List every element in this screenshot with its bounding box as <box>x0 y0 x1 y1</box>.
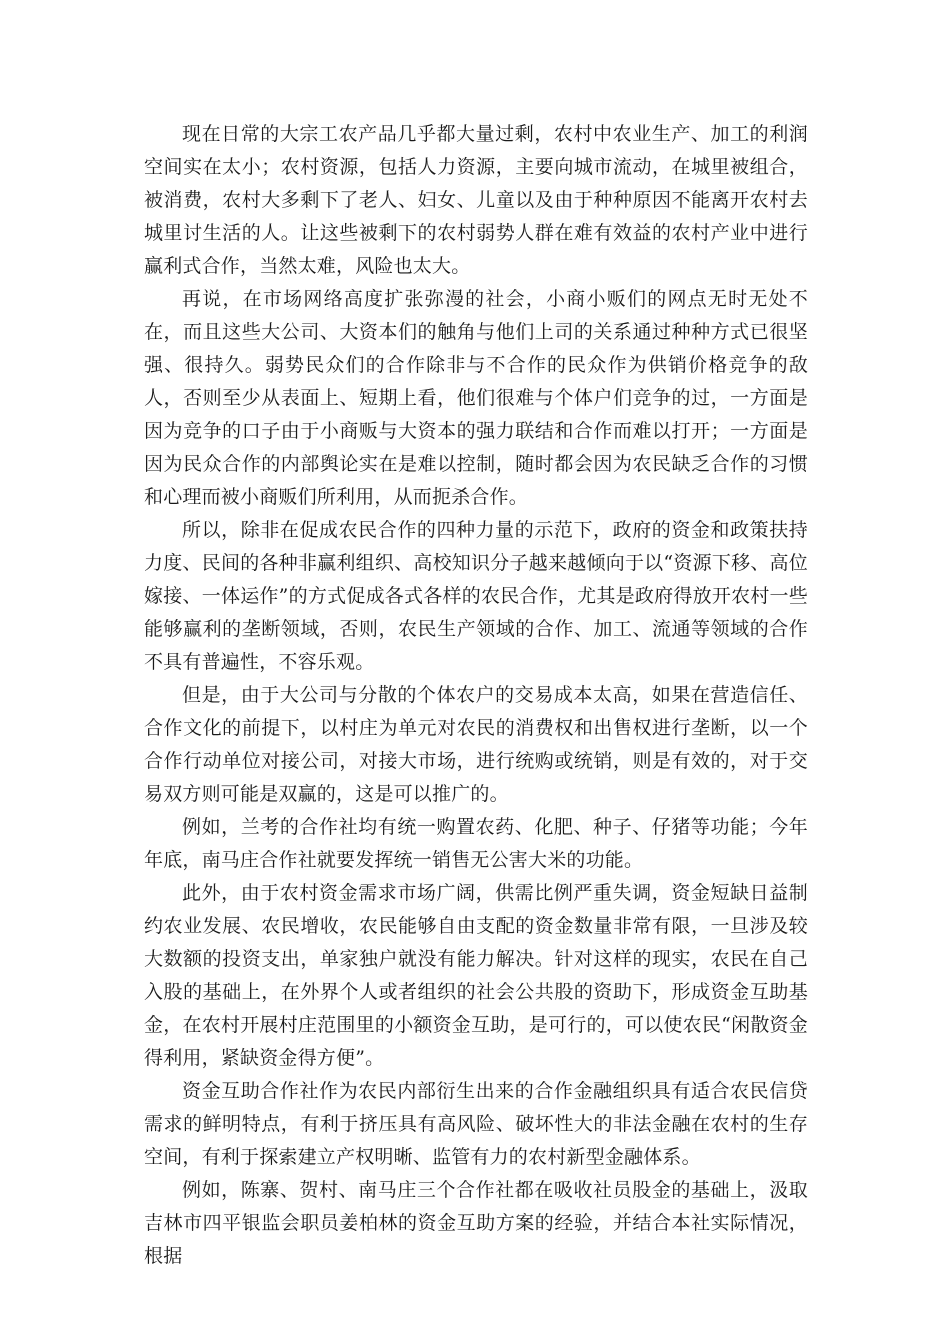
paragraph-1: 现在日常的大宗工农产品几乎都大量过剩，农村中农业生产、加工的利润空间实在太小；农村资源，包括人力资源，主要向城市流动，在城里被组合，被消费，农村大多剩下了老人、妇女、儿童以及由于种种原因不能离开农村去城里讨生活的人。让这些被剩下的农村弱势人群在难有效益的农村产业中进行赢利式合作，当然太难，风险也太大。 <box>144 123 808 277</box>
paragraph-2: 再说，在市场网络高度扩张弥漫的社会，小商小贩们的网点无时无处不在，而且这些大公司、大资本们的触角与他们上司的关系通过种种方式已很坚强、很持久。弱势民众们的合作除非与不合作的民众作为供销价格竞争的敌人，否则至少从表面上、短期上看，他们很难与个体户们竞争的过，一方面是因为竞争的口子由于小商贩与大资本的强力联结和合作而难以打开；一方面是因为民众合作的内部舆论实在是难以控制，随时都会因为农民缺乏合作的习惯和心理而被小商贩们所利用，从而扼杀合作。 <box>144 288 808 508</box>
paragraph-5: 例如，兰考的合作社均有统一购置农药、化肥、种子、仔猪等功能；今年年底，南马庄合作社就要发挥统一销售无公害大米的功能。 <box>144 816 808 871</box>
paragraph-8: 例如，陈寨、贺村、南马庄三个合作社都在吸收社员股金的基础上，汲取吉林市四平银监会职员姜柏林的资金互助方案的经验，并结合本社实际情况，根据 <box>144 1179 808 1267</box>
paragraph-3: 所以，除非在促成农民合作的四种力量的示范下，政府的资金和政策扶持力度、民间的各种非赢利组织、高校知识分子越来越倾向于以“资源下移、高位嫁接、一体运作”的方式促成各式各样的农民合作，尤其是政府得放开农村一些能够赢利的垄断领域，否则，农民生产领域的合作、加工、流通等领域的合作不具有普遍性，不容乐观。 <box>144 519 808 673</box>
paragraph-7: 资金互助合作社作为农民内部衍生出来的合作金融组织具有适合农民信贷需求的鲜明特点，有利于挤压具有高风险、破坏性大的非法金融在农村的生存空间，有利于探索建立产权明晰、监管有力的农村新型金融体系。 <box>144 1080 808 1168</box>
paragraph-4: 但是，由于大公司与分散的个体农户的交易成本太高，如果在营造信任、合作文化的前提下，以村庄为单元对农民的消费权和出售权进行垄断，以一个合作行动单位对接公司，对接大市场，进行统购或统销，则是有效的，对于交易双方则可能是双赢的，这是可以推广的。 <box>144 684 808 805</box>
document-page <box>144 118 808 1273</box>
paragraph-6: 此外，由于农村资金需求市场广阔，供需比例严重失调，资金短缺日益制约农业发展、农民增收，农民能够自由支配的资金数量非常有限，一旦涉及较大数额的投资支出，单家独户就没有能力解决。针对这样的现实，农民在自己入股的基础上，在外界个人或者组织的社会公共股的资助下，形成资金互助基金，在农村开展村庄范围里的小额资金互助，是可行的，可以使农民“闲散资金得利用，紧缺资金得方便”。 <box>144 882 808 1069</box>
